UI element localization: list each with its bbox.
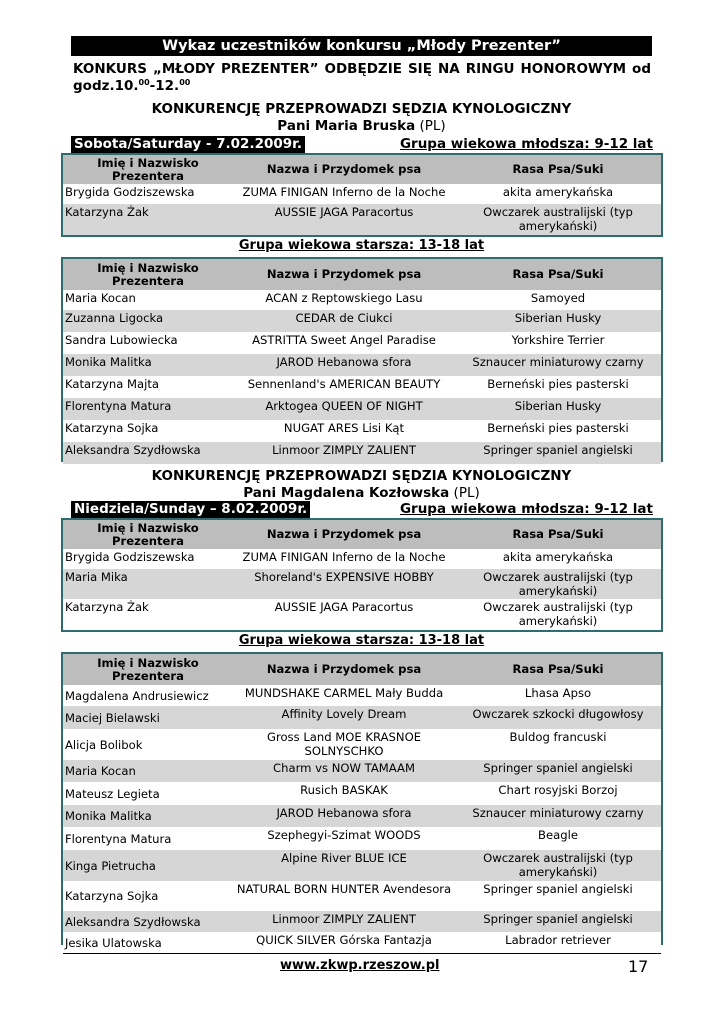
cell-name: Florentyna Matura <box>63 827 233 850</box>
table-row <box>63 569 661 599</box>
cell-breed: akita amerykańska <box>455 549 661 569</box>
cell-breed: Berneński pies pasterski <box>455 420 661 442</box>
cell-name: Sandra Lubowiecka <box>63 332 233 354</box>
cell-breed: Owczarek australijski (typ amerykański) <box>455 599 661 630</box>
col-header-breed: Rasa Psa/Suki <box>455 520 661 549</box>
cell-breed: Samoyed <box>455 290 661 310</box>
cell-name: Maciej Bielawski <box>63 706 233 729</box>
cell-name: Florentyna Matura <box>63 398 233 420</box>
cell-dog: Rusich BASKAK <box>233 782 455 805</box>
cell-name: Magdalena Andrusiewicz <box>63 685 233 706</box>
cell-dog: Shoreland's EXPENSIVE HOBBY <box>233 569 455 599</box>
cell-dog: ZUMA FINIGAN Inferno de la Noche <box>233 549 455 569</box>
cell-dog: AUSSIE JAGA Paracortus <box>233 204 455 235</box>
cell-breed: Sznaucer miniaturowy czarny <box>455 354 661 376</box>
table-row <box>63 549 661 569</box>
table-row <box>63 782 661 805</box>
judge-heading-2: KONKURENCJĘ PRZEPROWADZI SĘDZIA KYNOLOGICZNY Pani Magdalena Kozłowska (PL) <box>151 468 572 501</box>
cell-name: Katarzyna Majta <box>63 376 233 398</box>
cell-breed: akita amerykańska <box>455 184 661 204</box>
judge-name-2: Pani Magdalena Kozłowska <box>243 485 450 501</box>
day-row-1 <box>71 136 661 153</box>
cell-dog: Sennenland's AMERICAN BEAUTY <box>233 376 455 398</box>
judge-heading-1: KONKURENCJĘ PRZEPROWADZI SĘDZIA KYNOLOGICZNY Pani Maria Bruska (PL) <box>151 101 572 134</box>
day-label-1: Sobota/Saturday - 7.02.2009r. <box>71 136 305 153</box>
table-row <box>63 932 661 954</box>
cell-name: Brygida Godziszewska <box>63 549 233 569</box>
cell-name: Maria Mika <box>63 569 233 599</box>
col-header-breed: Rasa Psa/Suki <box>455 155 661 184</box>
table-s2-old <box>61 652 663 950</box>
day-label-2: Niedziela/Sunday – 8.02.2009r. <box>71 501 310 518</box>
cell-dog: JAROD Hebanowa sfora <box>233 805 455 827</box>
cell-dog: NUGAT ARES Lisi Kąt <box>233 420 455 442</box>
cell-breed: Owczarek australijski (typ amerykański) <box>455 204 661 235</box>
table-row <box>63 420 661 442</box>
document-title: Wykaz uczestników konkursu „Młody Prezenter” <box>71 36 652 56</box>
cell-breed: Berneński pies pasterski <box>455 376 661 398</box>
cell-breed: Siberian Husky <box>455 310 661 332</box>
table-row <box>63 398 661 420</box>
table-s2-young <box>61 518 663 632</box>
cell-dog: AUSSIE JAGA Paracortus <box>233 599 455 630</box>
table-s1-old <box>61 257 663 462</box>
col-header-name: Imię i Nazwisko Prezentera <box>63 155 233 184</box>
table-row <box>63 706 661 729</box>
footer-divider <box>63 953 661 954</box>
table-row <box>63 729 661 760</box>
cell-breed: Springer spaniel angielski <box>455 760 661 782</box>
cell-breed: Springer spaniel angielski <box>455 881 661 911</box>
group-old-label-1: Grupa wiekowa starsza: 13-18 lat <box>238 238 485 253</box>
cell-name: Mateusz Legieta <box>63 782 233 805</box>
cell-breed: Chart rosyjski Borzoj <box>455 782 661 805</box>
cell-breed: Lhasa Apso <box>455 685 661 706</box>
table-row <box>63 599 661 630</box>
col-header-dog: Nazwa i Przydomek psa <box>233 259 455 290</box>
table-row <box>63 760 661 782</box>
cell-name: Katarzyna Żak <box>63 599 233 630</box>
cell-breed: Springer spaniel angielski <box>455 442 661 464</box>
table-row <box>63 376 661 398</box>
cell-breed: Buldog francuski <box>455 729 661 760</box>
cell-dog: Szephegyi-Szimat WOODS <box>233 827 455 850</box>
cell-breed: Owczarek australijski (typ amerykański) <box>455 569 661 599</box>
cell-breed: Sznaucer miniaturowy czarny <box>455 805 661 827</box>
table-row <box>63 685 661 706</box>
cell-dog: Linmoor ZIMPLY ZALIENT <box>233 911 455 932</box>
table-row <box>63 805 661 827</box>
col-header-dog: Nazwa i Przydomek psa <box>233 654 455 685</box>
col-header-dog: Nazwa i Przydomek psa <box>233 520 455 549</box>
table-s1-young <box>61 153 663 237</box>
cell-dog: CEDAR de Ciukci <box>233 310 455 332</box>
col-header-name: Imię i Nazwisko Prezentera <box>63 654 233 685</box>
group-young-label-1: Grupa wiekowa młodsza: 9-12 lat <box>399 136 653 152</box>
day-row-2 <box>71 501 661 518</box>
cell-dog: NATURAL BORN HUNTER Avendesora <box>233 881 455 911</box>
cell-dog: Arktogea QUEEN OF NIGHT <box>233 398 455 420</box>
cell-name: Kinga Pietrucha <box>63 850 233 881</box>
table-row <box>63 310 661 332</box>
group-old-label-2: Grupa wiekowa starsza: 13-18 lat <box>238 633 485 648</box>
cell-name: Zuzanna Ligocka <box>63 310 233 332</box>
cell-name: Monika Malitka <box>63 805 233 827</box>
cell-breed: Siberian Husky <box>455 398 661 420</box>
table-row <box>63 881 661 911</box>
cell-name: Maria Kocan <box>63 290 233 310</box>
table-row <box>63 204 661 235</box>
cell-dog: Affinity Lovely Dream <box>233 706 455 729</box>
table-row <box>63 442 661 464</box>
cell-dog: QUICK SILVER Górska Fantazja <box>233 932 455 954</box>
cell-name: Katarzyna Sojka <box>63 420 233 442</box>
col-header-breed: Rasa Psa/Suki <box>455 654 661 685</box>
cell-dog: ZUMA FINIGAN Inferno de la Noche <box>233 184 455 204</box>
col-header-dog: Nazwa i Przydomek psa <box>233 155 455 184</box>
judge-name-1: Pani Maria Bruska <box>277 118 416 134</box>
cell-breed: Beagle <box>455 827 661 850</box>
table-row <box>63 911 661 932</box>
cell-breed: Labrador retriever <box>455 932 661 954</box>
cell-dog: Linmoor ZIMPLY ZALIENT <box>233 442 455 464</box>
col-header-name: Imię i Nazwisko Prezentera <box>63 259 233 290</box>
intro-text: KONKURS „MŁODY PREZENTER” ODBĘDZIE SIĘ NA RINGU HONOROWYM od godz.10.00-12.00 <box>73 61 651 94</box>
cell-name: Aleksandra Szydłowska <box>63 911 233 932</box>
col-header-breed: Rasa Psa/Suki <box>455 259 661 290</box>
table-row <box>63 184 661 204</box>
table-row <box>63 290 661 310</box>
cell-dog: ACAN z Reptowskiego Lasu <box>233 290 455 310</box>
cell-name: Brygida Godziszewska <box>63 184 233 204</box>
cell-dog: Gross Land MOE KRASNOE SOLNYSCHKO <box>233 729 455 760</box>
cell-breed: Owczarek szkocki długowłosy <box>455 706 661 729</box>
cell-dog: ASTRITTA Sweet Angel Paradise <box>233 332 455 354</box>
cell-name: Jesika Ulatowska <box>63 932 233 954</box>
table-row <box>63 850 661 881</box>
cell-breed: Springer spaniel angielski <box>455 911 661 932</box>
cell-breed: Owczarek australijski (typ amerykański) <box>455 850 661 881</box>
cell-dog: MUNDSHAKE CARMEL Mały Budda <box>233 685 455 706</box>
col-header-name: Imię i Nazwisko Prezentera <box>63 520 233 549</box>
cell-name: Katarzyna Sojka <box>63 881 233 911</box>
footer-url-link[interactable]: www.zkwp.rzeszow.pl <box>280 958 440 973</box>
table-row <box>63 332 661 354</box>
cell-dog: Charm vs NOW TAMAAM <box>233 760 455 782</box>
cell-name: Maria Kocan <box>63 760 233 782</box>
table-row <box>63 827 661 850</box>
cell-name: Monika Malitka <box>63 354 233 376</box>
table-row <box>63 354 661 376</box>
cell-name: Alicja Bolibok <box>63 729 233 760</box>
group-young-label-2: Grupa wiekowa młodsza: 9-12 lat <box>399 501 653 517</box>
cell-name: Aleksandra Szydłowska <box>63 442 233 464</box>
cell-breed: Yorkshire Terrier <box>455 332 661 354</box>
cell-dog: Alpine River BLUE ICE <box>233 850 455 881</box>
page-number: 17 <box>628 957 649 976</box>
cell-dog: JAROD Hebanowa sfora <box>233 354 455 376</box>
cell-name: Katarzyna Żak <box>63 204 233 235</box>
